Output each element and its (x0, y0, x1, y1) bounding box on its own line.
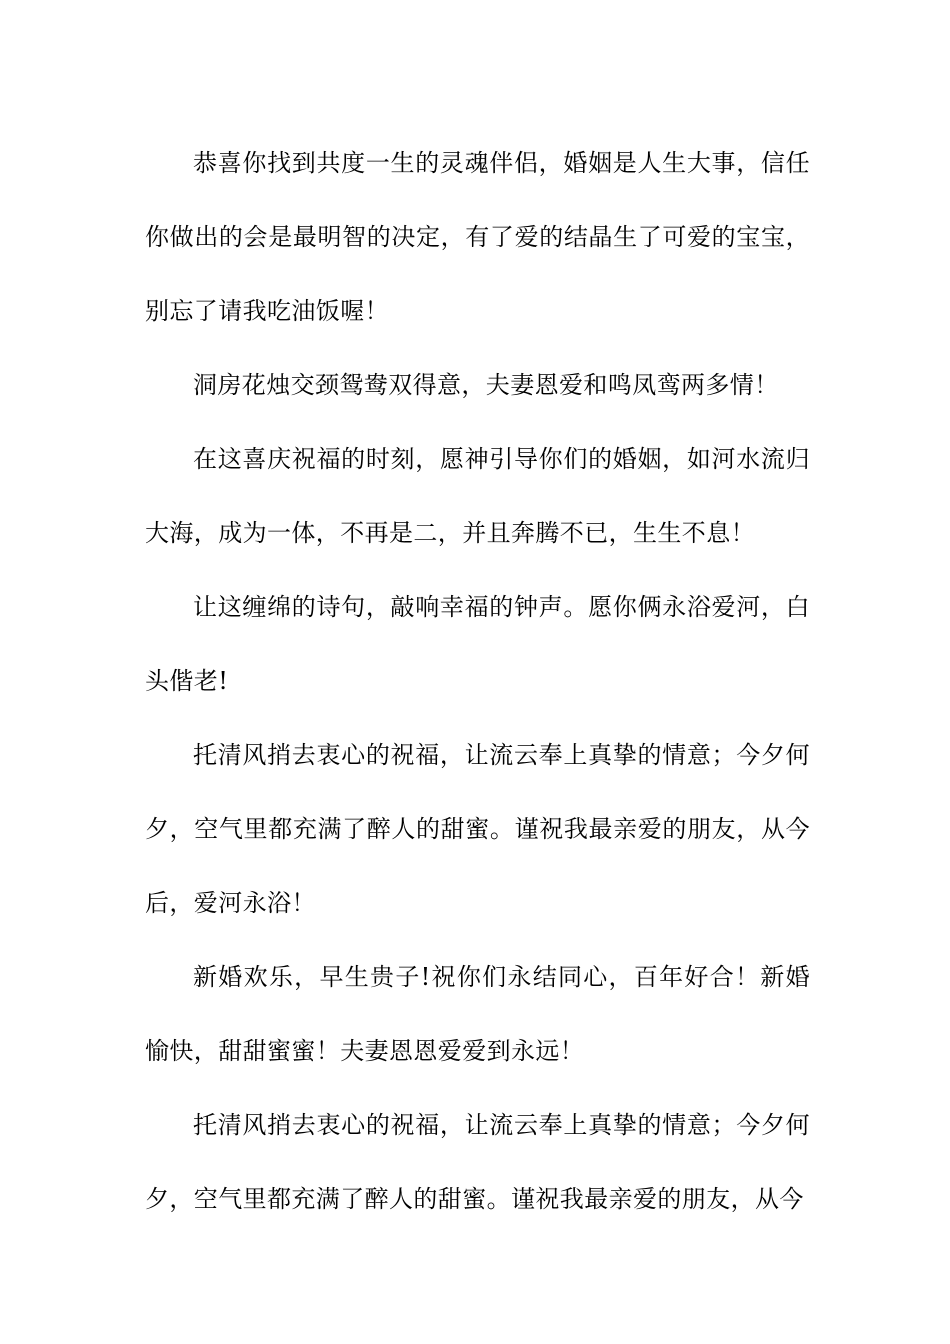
paragraph-3: 在这喜庆祝福的时刻，愿神引导你们的婚姻，如河水流归大海，成为一体，不再是二，并且奔腾不已，生生不息！ (145, 445, 810, 547)
paragraph-6: 新婚欢乐，早生贵子!祝你们永结同心，百年好合！新婚愉快，甜甜蜜蜜！夫妻恩恩爱爱到永远！ (145, 963, 810, 1065)
paragraph-7: 托清风捎去衷心的祝福，让流云奉上真挚的情意；今夕何夕，空气里都充满了醉人的甜蜜。谨祝我最亲爱的朋友，从今 (145, 1111, 810, 1213)
paragraph-2: 洞房花烛交颈鸳鸯双得意，夫妻恩爱和鸣凤鸾两多情！ (193, 371, 779, 399)
paragraph-4: 让这缠绵的诗句，敲响幸福的钟声。愿你俩永浴爱河，白头偕老! (145, 593, 810, 695)
document-body (145, 126, 810, 1236)
paragraph-5: 托清风捎去衷心的祝福，让流云奉上真挚的情意；今夕何夕，空气里都充满了醉人的甜蜜。谨祝我最亲爱的朋友，从今后，爱河永浴！ (145, 741, 810, 917)
paragraph-1: 恭喜你找到共度一生的灵魂伴侣，婚姻是人生大事，信任你做出的会是最明智的决定，有了爱的结晶生了可爱的宝宝，别忘了请我吃油饭喔！ (145, 149, 810, 325)
